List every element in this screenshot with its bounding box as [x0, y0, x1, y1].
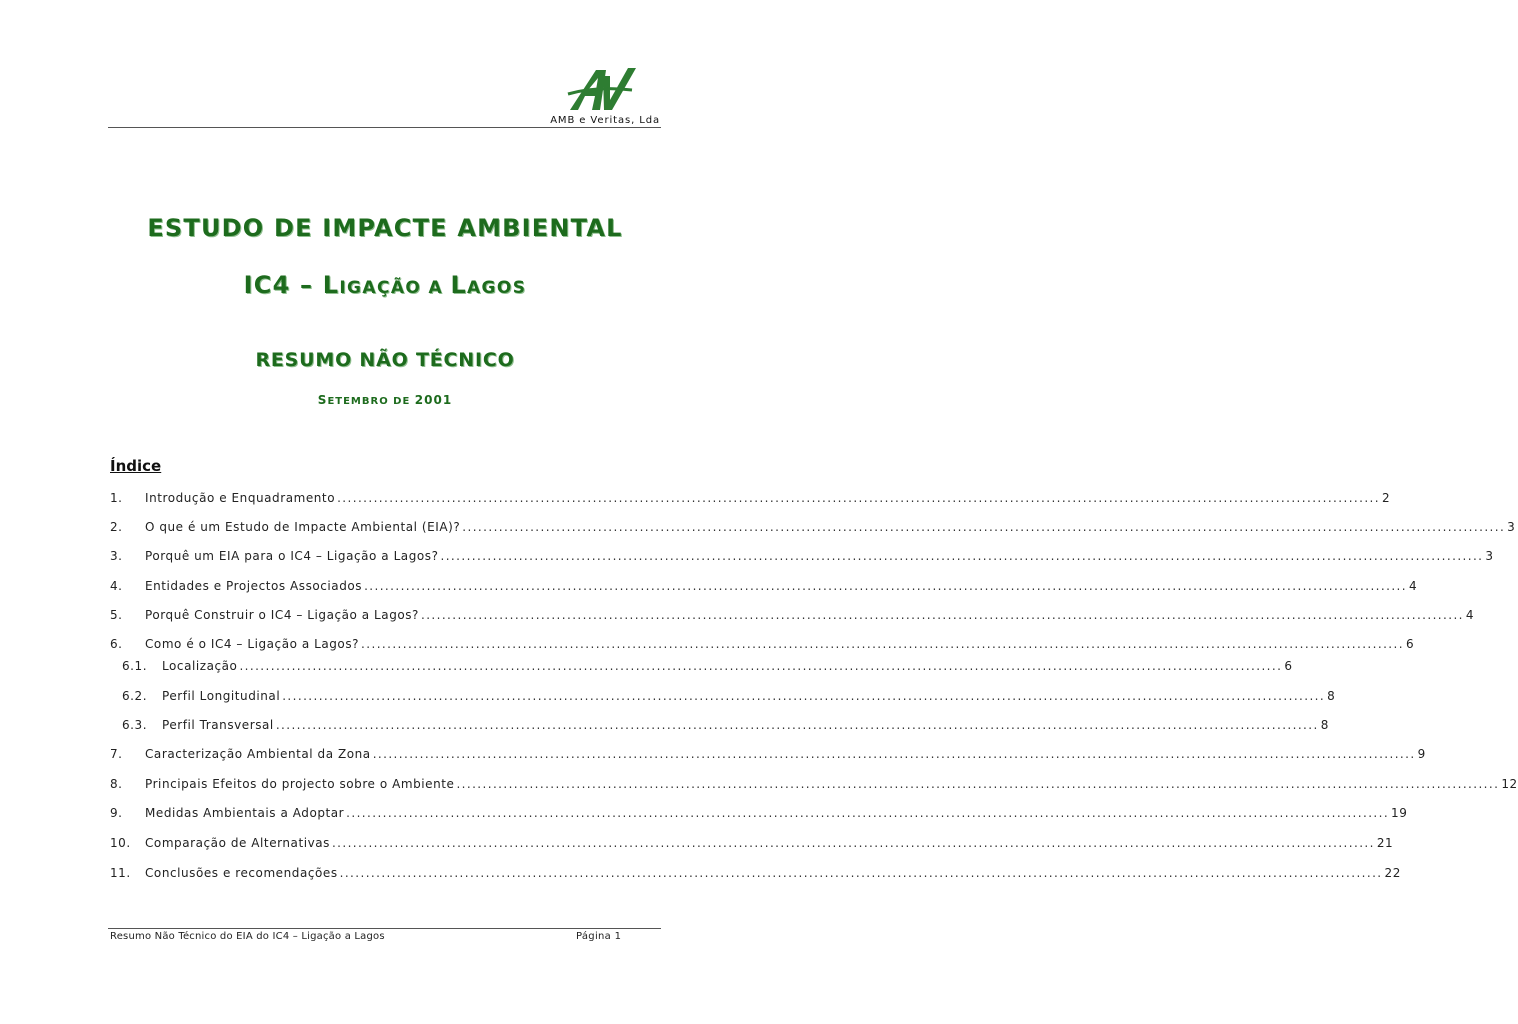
- toc-entry-page: 3: [1507, 520, 1516, 534]
- toc-entry[interactable]: [110, 579, 1418, 597]
- toc-entry-number: 11.: [110, 866, 131, 880]
- toc-entry-leader: ........................................................................................................................................................................................................: [282, 689, 1326, 703]
- subtitle-smallcaps-1: IGAÇÃO A: [339, 278, 451, 298]
- toc-entry-leader: ........................................................................................................................................................................................................: [346, 806, 1390, 820]
- toc-entry-label: Porquê um EIA para o IC4 – Ligação a Lagos?: [145, 549, 439, 563]
- toc-entry-label: Perfil Transversal: [162, 718, 274, 732]
- toc-entry[interactable]: [110, 777, 1518, 795]
- toc-entry-leader: ........................................................................................................................................................................................................: [339, 866, 1383, 880]
- toc-entry[interactable]: [110, 747, 1426, 765]
- toc-entry-page: 2: [1381, 491, 1391, 505]
- toc-entry-leader: ........................................................................................................................................................................................................: [337, 491, 1380, 505]
- document-title: ESTUDO DE IMPACTE AMBIENTAL: [147, 214, 623, 242]
- footer-page-number: Página 1: [576, 931, 622, 942]
- toc-entry-leader: ........................................................................................................................................................................................................: [331, 836, 1375, 850]
- document-subtitle: [0, 271, 770, 299]
- toc-entry-number: 1.: [110, 491, 123, 505]
- toc-entry-leader: ........................................................................................................................................................................................................: [361, 637, 1404, 651]
- toc-entry[interactable]: [110, 608, 1475, 626]
- toc-entry[interactable]: [110, 689, 1336, 707]
- toc-entry-number: 10.: [110, 836, 131, 850]
- toc-entry-label: Medidas Ambientais a Adoptar: [145, 806, 345, 820]
- company-logo: [566, 64, 638, 114]
- toc-entry-label: Comparação de Alternativas: [145, 836, 330, 850]
- toc-entry-leader: ........................................................................................................................................................................................................: [372, 747, 1416, 761]
- toc-entry[interactable]: [110, 866, 1401, 884]
- toc-entry-label: Como é o IC4 – Ligação a Lagos?: [145, 637, 360, 651]
- document-type-title: RESUMO NÃO TÉCNICO: [255, 349, 515, 371]
- toc-entry[interactable]: [110, 718, 1329, 736]
- toc-entry[interactable]: [110, 491, 1391, 509]
- toc-entry-page: 19: [1391, 806, 1408, 820]
- toc-entry-label: O que é um Estudo de Impacte Ambiental (EIA)?: [145, 520, 461, 534]
- toc-entry-label: Localização: [162, 659, 238, 673]
- toc-entry-page: 6: [1405, 637, 1415, 651]
- toc-entry-number: 6.: [110, 637, 123, 651]
- toc-entry-leader: ........................................................................................................................................................................................................: [440, 549, 1484, 563]
- toc-entry-page: 21: [1376, 836, 1394, 850]
- date-year: 2001: [414, 393, 453, 407]
- toc-entry-label: Caracterização Ambiental da Zona: [145, 747, 371, 761]
- toc-entry-leader: ........................................................................................................................................................................................................: [275, 718, 1319, 732]
- toc-entry-number: 4.: [110, 579, 123, 593]
- toc-entry-leader: ........................................................................................................................................................................................................: [462, 520, 1506, 534]
- toc-entry[interactable]: [110, 836, 1394, 854]
- toc-entry-number: 6.3.: [122, 718, 148, 732]
- toc-entry-label: Perfil Longitudinal: [162, 689, 281, 703]
- date-cap: S: [317, 393, 328, 407]
- toc-entry-leader: ........................................................................................................................................................................................................: [420, 608, 1464, 622]
- toc-entry-leader: ........................................................................................................................................................................................................: [456, 777, 1500, 791]
- date-rest: ETEMBRO DE: [327, 396, 415, 407]
- toc-entry-label: Conclusões e recomendações: [145, 866, 338, 880]
- toc-entry-label: Introdução e Enquadramento: [145, 491, 336, 505]
- toc-entry-number: 5.: [110, 608, 123, 622]
- subtitle-smallcaps-2: AGOS: [466, 278, 527, 298]
- toc-entry-label: Principais Efeitos do projecto sobre o Ambiente: [145, 777, 455, 791]
- index-heading: Índice: [110, 457, 162, 475]
- toc-entry-number: 8.: [110, 777, 123, 791]
- toc-entry-number: 2.: [110, 520, 123, 534]
- toc-entry-page: 3: [1485, 549, 1494, 563]
- company-name: AMB e Veritas, Lda: [550, 115, 660, 126]
- subtitle-prefix: IC4 – L: [243, 271, 340, 299]
- toc-entry-number: 3.: [110, 549, 123, 563]
- toc-entry-number: 9.: [110, 806, 123, 820]
- toc-entry[interactable]: [110, 659, 1293, 677]
- toc-entry-label: Entidades e Projectos Associados: [145, 579, 363, 593]
- toc-entry-page: 4: [1465, 608, 1475, 622]
- toc-entry-page: 4: [1408, 579, 1418, 593]
- toc-entry-page: 12: [1501, 777, 1518, 791]
- header-divider: [108, 127, 661, 128]
- toc-entry-page: 8: [1327, 689, 1336, 703]
- document-date: [0, 393, 770, 407]
- toc-entry-number: 7.: [110, 747, 123, 761]
- toc-entry-label: Porquê Construir o IC4 – Ligação a Lagos?: [145, 608, 419, 622]
- toc-entry-number: 6.1.: [122, 659, 148, 673]
- toc-entry-page: 8: [1320, 718, 1329, 732]
- toc-entry-leader: ........................................................................................................................................................................................................: [239, 659, 1283, 673]
- toc-entry[interactable]: [110, 637, 1415, 655]
- subtitle-cap-2: L: [450, 271, 467, 299]
- toc-entry-number: 6.2.: [122, 689, 148, 703]
- toc-entry[interactable]: [110, 520, 1516, 538]
- toc-entry[interactable]: [110, 549, 1494, 567]
- toc-entry-leader: ........................................................................................................................................................................................................: [364, 579, 1407, 593]
- footer-divider: [108, 928, 661, 929]
- toc-entry-page: 6: [1284, 659, 1293, 673]
- toc-entry-page: 9: [1417, 747, 1426, 761]
- toc-entry-page: 22: [1384, 866, 1401, 880]
- toc-entry[interactable]: [110, 806, 1408, 824]
- footer-document-title: Resumo Não Técnico do EIA do IC4 – Ligação a Lagos: [110, 931, 385, 942]
